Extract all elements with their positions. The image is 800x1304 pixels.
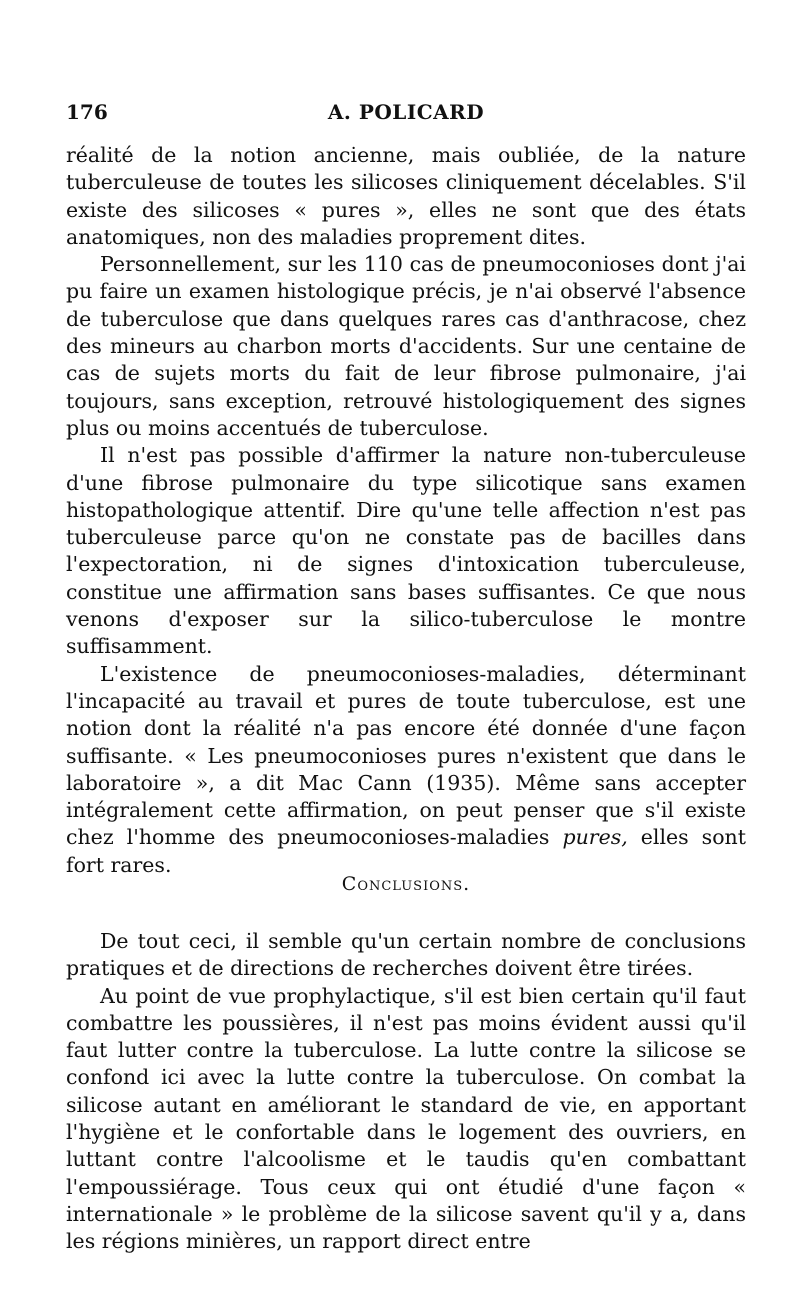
paragraph: Personnellement, sur les 110 cas de pneumoconioses dont j'ai pu faire un examen histologique précis, je n'ai observé l'absence de tuberculose que dans quelques rares cas d'anthracose, chez des mineurs au charbon morts d'accidents. Sur une centaine de cas de sujets morts du fait de leur fibrose pulmonaire, j'ai toujours, sans exception, retrouvé histologiquement des signes plus ou moins accentués de tuberculose.	[66, 252, 746, 440]
paragraph: Il n'est pas possible d'affirmer la nature non-tuberculeuse d'une fibrose pulmonaire du type silicotique sans examen histopathologique attentif. Dire qu'une telle affection n'est pas tuberculeuse parce qu'on ne constate pas de bacilles dans l'expectoration, ni de signes d'intoxication tuberculeuse, constitue une affirmation sans bases suffisantes. Ce que nous venons d'exposer sur la silico-tuberculose le montre suffisamment.	[66, 443, 746, 659]
italic-emphasis: pures,	[562, 825, 628, 850]
paragraph-text: L'existence de pneumoconioses-maladies, déterminant l'incapacité au travail et pures de toute tuberculose, est une notion dont la réalité n'a pas encore été donnée d'une façon suffisante. « Les pneumoconioses pures n'existent que dans le laboratoire », a dit Mac Cann (1935). Même sans accepter intégralement cette affirmation, on peut penser que s'il existe chez l'homme des pneumoconioses-maladies	[66, 661, 746, 850]
body-text-upper	[66, 142, 746, 879]
paragraph: Au point de vue prophylactique, s'il est bien certain qu'il faut combattre les poussières, il n'est pas moins évident aussi qu'il faut lutter contre la tuberculose. La lutte contre la silicose se confond ici avec la lutte contre la tuberculose. On combat la silicose autant en améliorant le standard de vie, en apportant l'hygiène et le confortable dans le logement des ouvriers, en luttant contre l'alcoolisme et le taudis qu'en combattant l'empoussiérage. Tous ceux qui ont étudié d'une façon « internationale » le problème de la silicose savent qu'il y a, dans les régions minières, un rapport direct entre	[66, 983, 746, 1254]
paragraph: De tout ceci, il semble qu'un certain nombre de conclusions pratiques et de directions de recherches doivent être tirées.	[66, 929, 746, 981]
page-header	[66, 100, 746, 130]
page-number: 176	[66, 100, 108, 124]
paragraph-text: elles sont fort rares.	[66, 825, 746, 877]
paragraph	[66, 661, 746, 879]
paragraph-continued: réalité de la notion ancienne, mais oubliée, de la nature tuberculeuse de toutes les silicoses cliniquement décelables. S'il existe des silicoses « pures », elles ne sont que des états anatomiques, non des maladies proprement dites.	[66, 143, 746, 249]
running-head: A. POLICARD	[327, 100, 485, 124]
body-text-lower	[66, 928, 746, 1256]
section-heading: Conclusions.	[341, 873, 471, 895]
